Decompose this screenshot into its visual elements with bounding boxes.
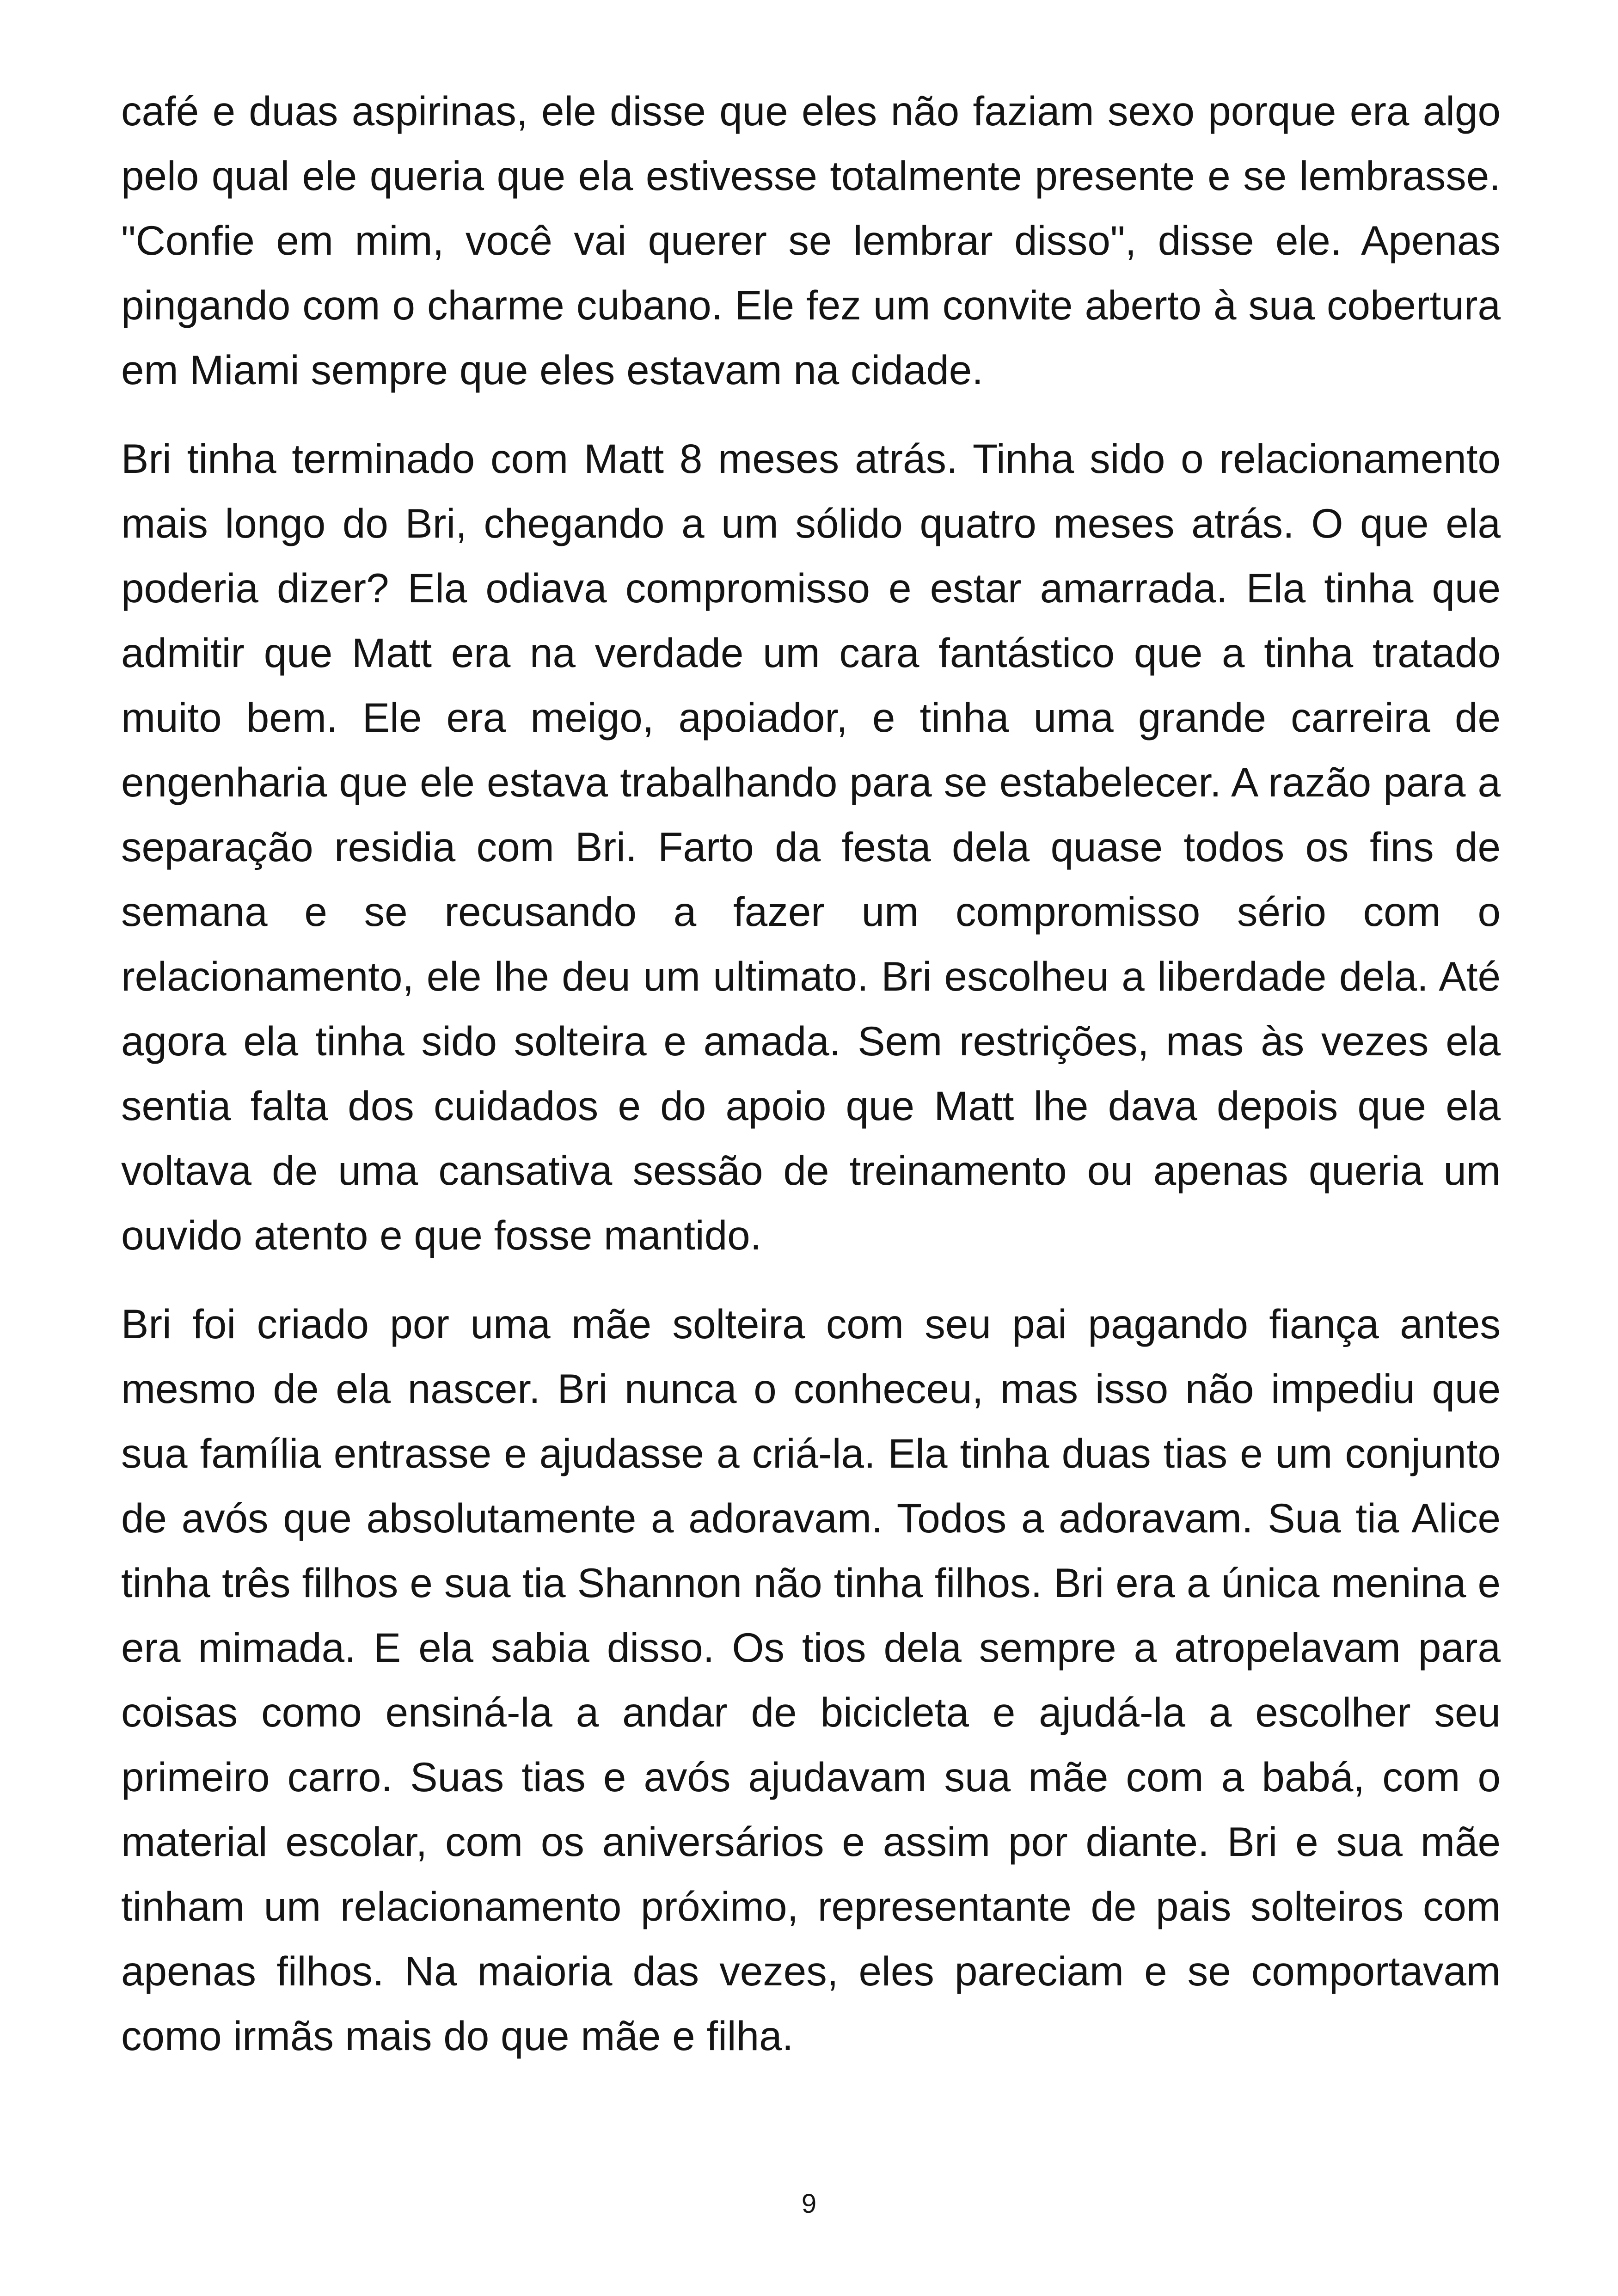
page-number: 9 xyxy=(801,2189,817,2219)
paragraph-2: Bri tinha terminado com Matt 8 meses atrás. Tinha sido o relacionamento mais longo do Bri, chegando a um sólido quatro meses atrás. O que ela poderia dizer? Ela odiava compromisso e estar amarrada. Ela tinha que admitir que Matt era na verdade um cara fantástico que a tinha tratado muito bem. Ele era meigo, apoiador, e tinha uma grande carreira de engenharia que ele estava trabalhando para se estabelecer. A razão para a separação residia com Bri. Farto da festa dela quase todos os fins de semana e se recusando a fazer um compromisso sério com o relacionamento, ele lhe deu um ultimato. Bri escolheu a liberdade dela. Até agora ela tinha sido solteira e amada. Sem restrições, mas às vezes ela sentia falta dos cuidados e do apoio que Matt lhe dava depois que ela voltava de uma cansativa sessão de treinamento ou apenas queria um ouvido atento e que fosse mantido. xyxy=(121,435,1501,1258)
body-text xyxy=(121,79,1501,2092)
paragraph-3: Bri foi criado por uma mãe solteira com seu pai pagando fiança antes mesmo de ela nascer. Bri nunca o conheceu, mas isso não impediu que sua família entrasse e ajudasse a criá-la. Ela tinha duas tias e um conjunto de avós que absolutamente a adoravam. Todos a adoravam. Sua tia Alice tinha três filhos e sua tia Shannon não tinha filhos. Bri era a única menina e era mimada. E ela sabia disso. Os tios dela sempre a atropelavam para coisas como ensiná-la a andar de bicicleta e ajudá-la a escolher seu primeiro carro. Suas tias e avós ajudavam sua mãe com a babá, com o material escolar, com os aniversários e assim por diante. Bri e sua mãe tinham um relacionamento próximo, representante de pais solteiros com apenas filhos. Na maioria das vezes, eles pareciam e se comportavam como irmãs mais do que mãe e filha. xyxy=(121,1301,1501,2059)
paragraph-1: café e duas aspirinas, ele disse que eles não faziam sexo porque era algo pelo qual ele queria que ela estivesse totalmente presente e se lembrasse. "Confie em mim, você vai querer se lembrar disso", disse ele. Apenas pingando com o charme cubano. Ele fez um convite aberto à sua cobertura em Miami sempre que eles estavam na cidade. xyxy=(121,88,1501,393)
